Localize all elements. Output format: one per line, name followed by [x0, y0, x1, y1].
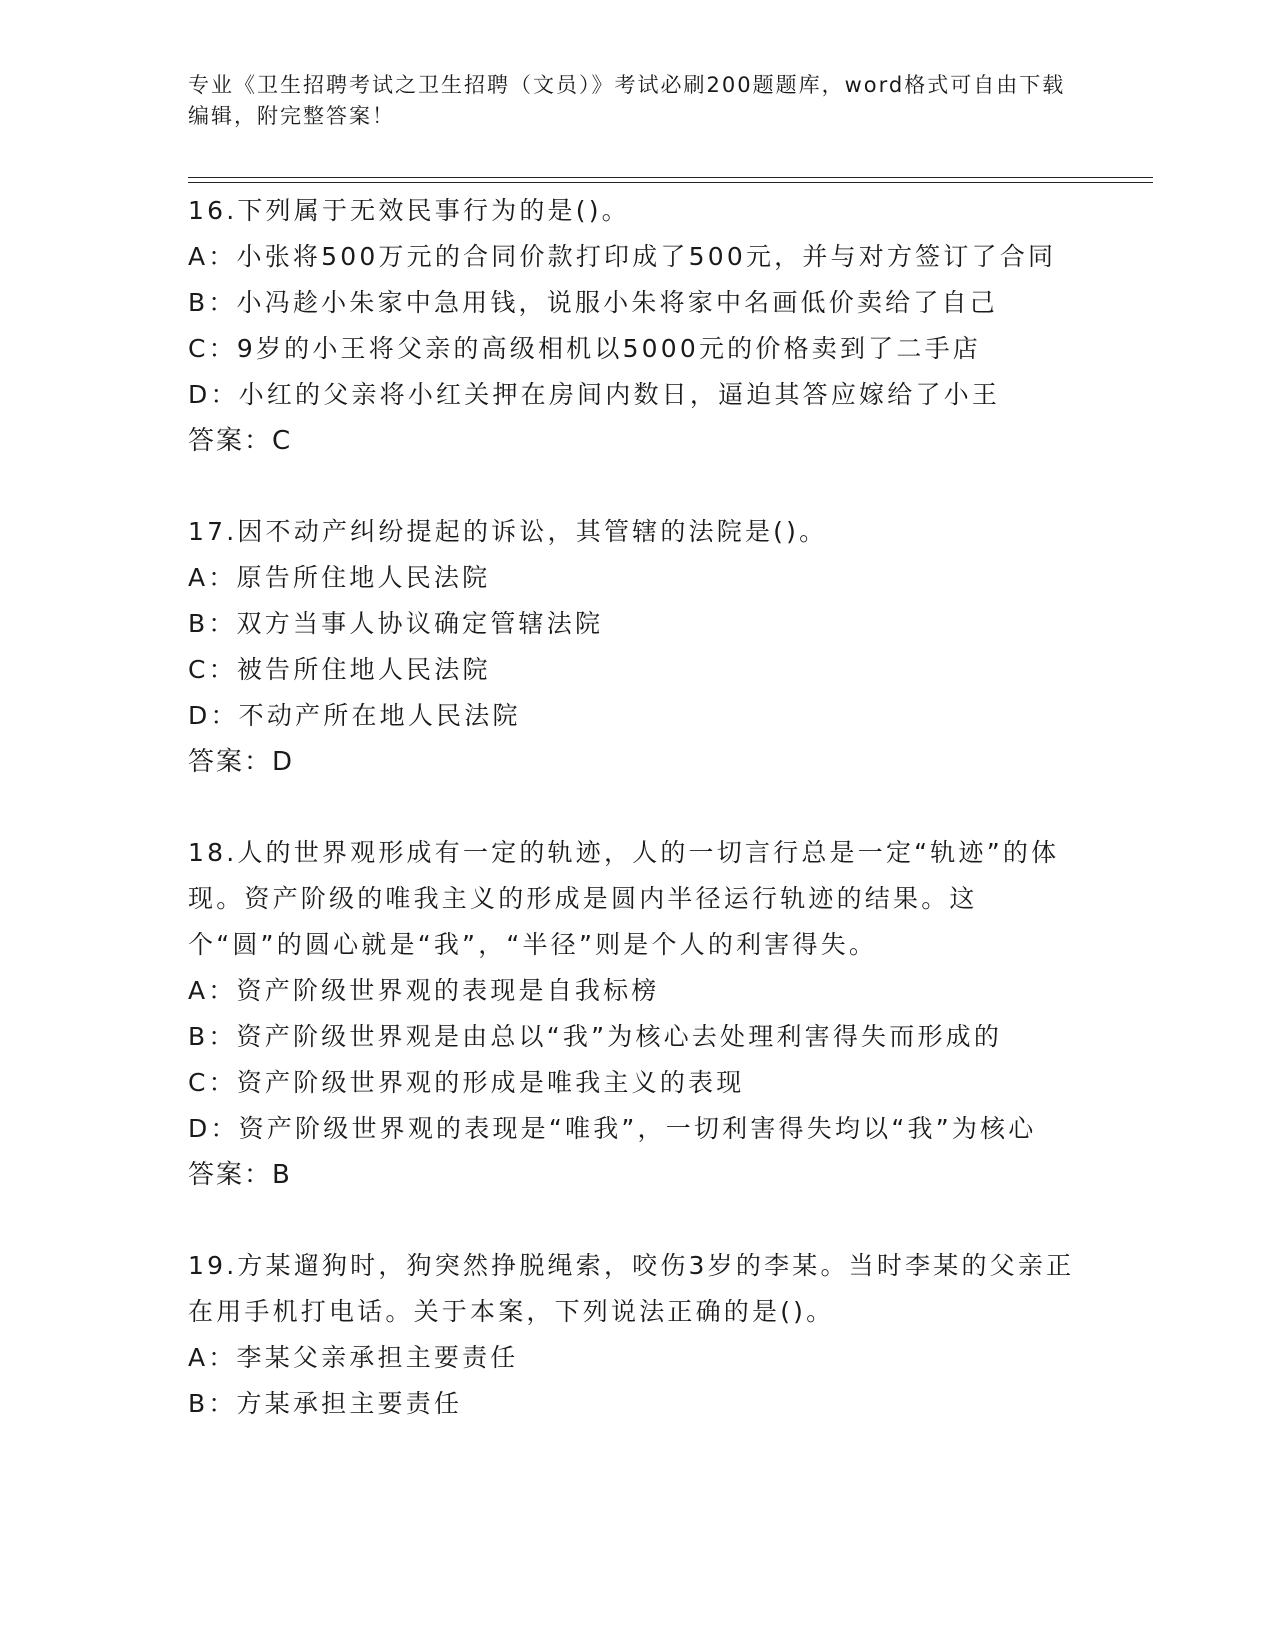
option-b: B：方某承担主要责任	[188, 1389, 463, 1418]
option-a: A：资产阶级世界观的表现是自我标榜	[188, 976, 660, 1005]
question-stem: 16.下列属于无效民事行为的是()。	[188, 196, 630, 225]
option-c: C：9岁的小王将父亲的高级相机以5000元的价格卖到了二手店	[188, 334, 981, 363]
question-list	[188, 188, 1088, 1427]
option-a: A：李某父亲承担主要责任	[188, 1343, 519, 1372]
option-c: C：资产阶级世界观的形成是唯我主义的表现	[188, 1068, 745, 1097]
spacer	[188, 785, 1088, 830]
option-d: D：资产阶级世界观的表现是“唯我”，一切利害得失均以“我”为核心	[188, 1114, 1037, 1143]
option-d: D：不动产所在地人民法院	[188, 701, 521, 730]
option-a: A：原告所住地人民法院	[188, 563, 491, 592]
question-17	[188, 509, 1088, 785]
option-b: B：资产阶级世界观是由总以“我”为核心去处理利害得失而形成的	[188, 1022, 1003, 1051]
question-18	[188, 830, 1088, 1198]
option-a: A：小张将500万元的合同价款打印成了500元，并与对方签订了合同	[188, 242, 1057, 271]
option-d: D：小红的父亲将小红关押在房间内数日，逼迫其答应嫁给了小王	[188, 380, 1001, 409]
answer: 答案：D	[188, 747, 295, 777]
option-b: B：双方当事人协议确定管辖法院	[188, 609, 604, 638]
document-header: 专业《卫生招聘考试之卫生招聘（文员）》考试必刷200题题库，word格式可自由下载编辑，附完整答案！	[188, 73, 1066, 128]
answer: 答案：B	[188, 1160, 292, 1190]
option-c: C：被告所住地人民法院	[188, 655, 491, 684]
question-16	[188, 188, 1088, 464]
question-stem: 17.因不动产纠纷提起的诉讼，其管辖的法院是()。	[188, 517, 828, 546]
question-stem: 18.人的世界观形成有一定的轨迹，人的一切言行总是一定“轨迹”的体现。资产阶级的唯我主义的形成是圆内半径运行轨迹的结果。这个“圆”的圆心就是“我”，“半径”则是个人的利害得失。	[188, 838, 1060, 959]
answer: 答案：C	[188, 426, 293, 456]
question-19	[188, 1243, 1088, 1427]
header-divider-bottom	[188, 182, 1153, 183]
spacer	[188, 464, 1088, 509]
option-b: B：小冯趁小朱家中急用钱，说服小朱将家中名画低价卖给了自己	[188, 288, 998, 317]
spacer	[188, 1198, 1088, 1243]
question-stem: 19.方某遛狗时，狗突然挣脱绳索，咬伤3岁的李某。当时李某的父亲正在用手机打电话。关于本案，下列说法正确的是()。	[188, 1251, 1075, 1326]
header-divider-top	[188, 177, 1153, 178]
